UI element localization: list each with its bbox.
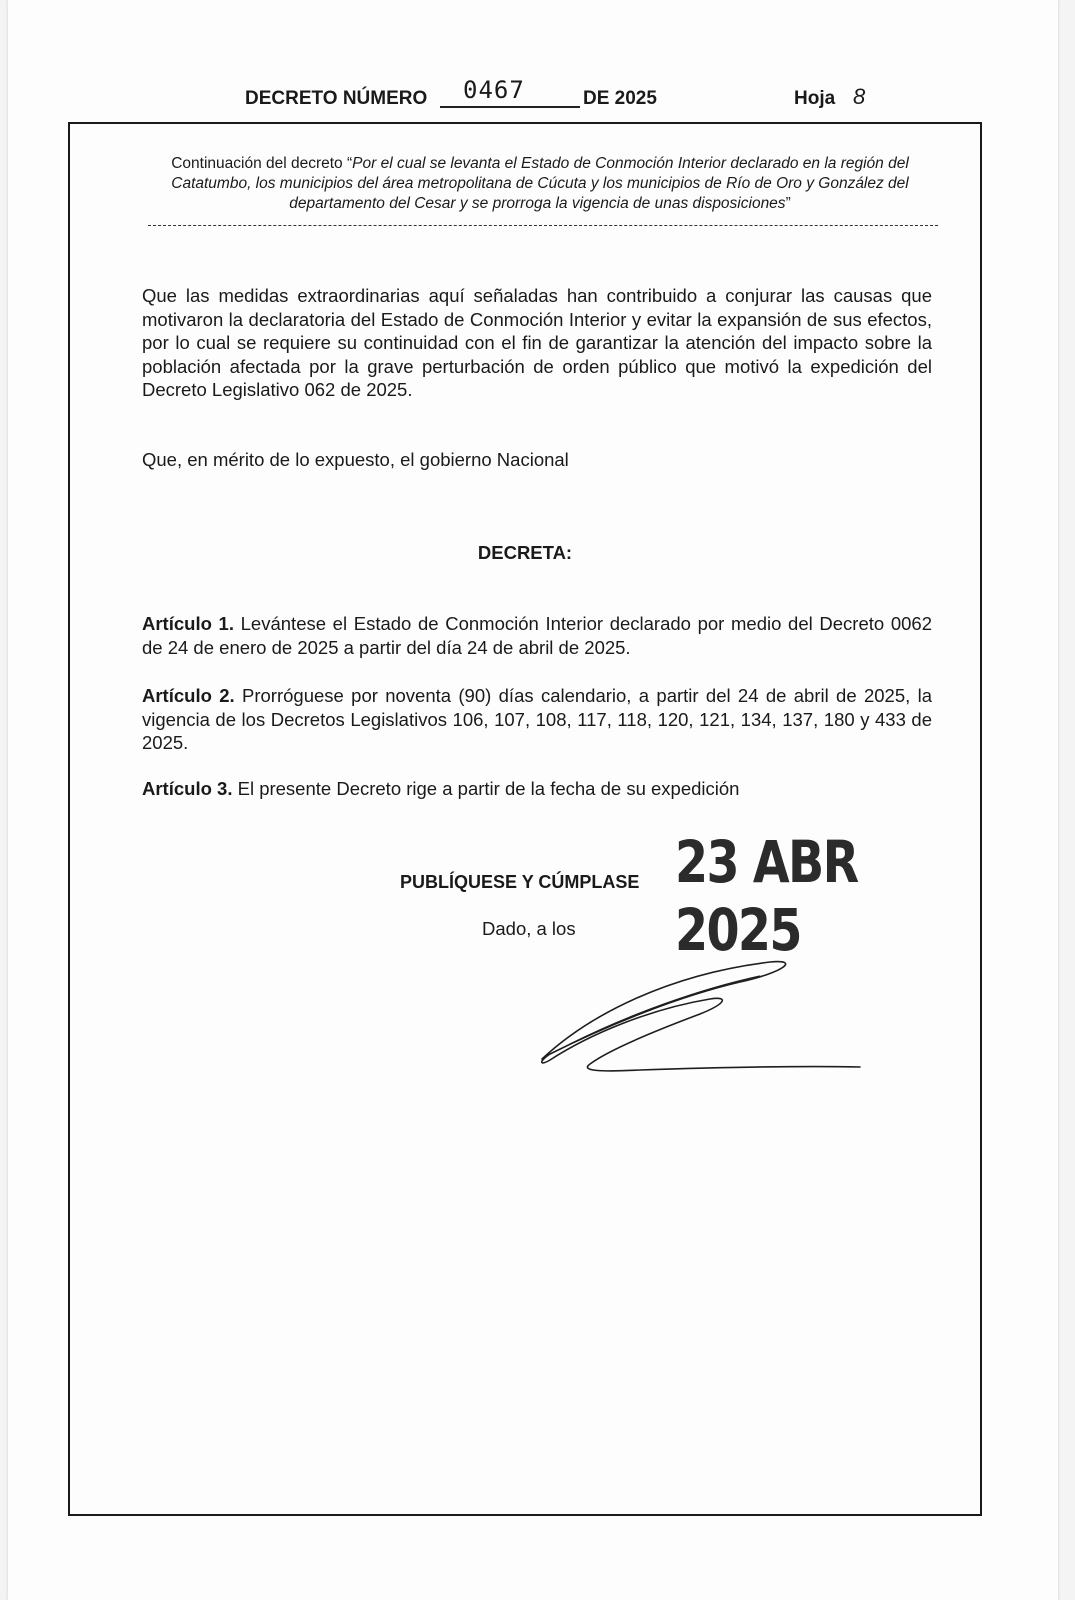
article-2-text: Prorróguese por noventa (90) días calendario, a partir del 24 de abril de 2025, la vigencia de los Decretos Legislativos 106, 107, 108, 117, 118, 120, 121, 134, 137, 180 y 433 de 2025.	[142, 685, 933, 753]
continuation-close: ”	[785, 195, 791, 212]
decreta-heading: DECRETA:	[477, 542, 573, 563]
decreto-number: 0467	[463, 76, 525, 104]
signature-mark	[530, 954, 870, 1074]
decree-header	[8, 78, 1058, 118]
date-stamp: 23 ABR 2025	[675, 828, 858, 964]
decreto-label: DECRETO NÚMERO	[245, 88, 428, 109]
article-2	[142, 684, 932, 755]
dado-label: Dado, a los	[482, 918, 576, 939]
publiquese-label: PUBLÍQUESE Y CÚMPLASE	[400, 872, 640, 892]
article-3-label: Artículo 3.	[142, 778, 233, 799]
continuation-heading	[138, 154, 942, 214]
article-3	[142, 777, 932, 801]
document-page	[8, 0, 1058, 1600]
continuation-lead: Continuación del decreto “	[171, 155, 353, 172]
hoja-label: Hoja	[794, 88, 836, 109]
decreto-number-line	[440, 76, 580, 108]
article-3-text: El presente Decreto rige a partir de la fecha de su expedición	[232, 778, 740, 799]
article-1-text: Levántese el Estado de Conmoción Interior declarado por medio del Decreto 0062 de 24 de enero de 2025 a partir del día 24 de abril de 2025.	[142, 613, 932, 658]
dashed-divider	[148, 225, 938, 226]
continuation-title-line2: Catatumbo, los municipios del área metropolitana de Cúcuta y los municipios de Río de Oro y González del	[171, 175, 909, 192]
document-frame	[68, 122, 982, 1516]
article-1	[142, 612, 932, 659]
continuation-title-line1: Por el cual se levanta el Estado de Conmoción Interior declarado en la región del	[352, 155, 909, 172]
paragraph-considerando: Que las medidas extraordinarias aquí señaladas han contribuido a conjurar las causas que motivaron la declaratoria del Estado de Conmoción Interior y evitar la expansión de sus efectos, por lo cual se requiere su continuidad con el fin de garantizar la atención del impacto sobre la población afectada por la grave perturbación de orden público que motivó la expedición del Decreto Legislativo 062 de 2025.	[142, 285, 932, 400]
paragraph-merito: Que, en mérito de lo expuesto, el gobierno Nacional	[142, 449, 569, 470]
article-2-label: Artículo 2.	[142, 685, 235, 706]
continuation-title-line3: departamento del Cesar y se prorroga la vigencia de unas disposiciones	[289, 195, 786, 212]
article-1-label: Artículo 1.	[142, 613, 234, 634]
decreto-year: DE 2025	[583, 88, 657, 109]
hoja-number: 8	[853, 84, 866, 109]
